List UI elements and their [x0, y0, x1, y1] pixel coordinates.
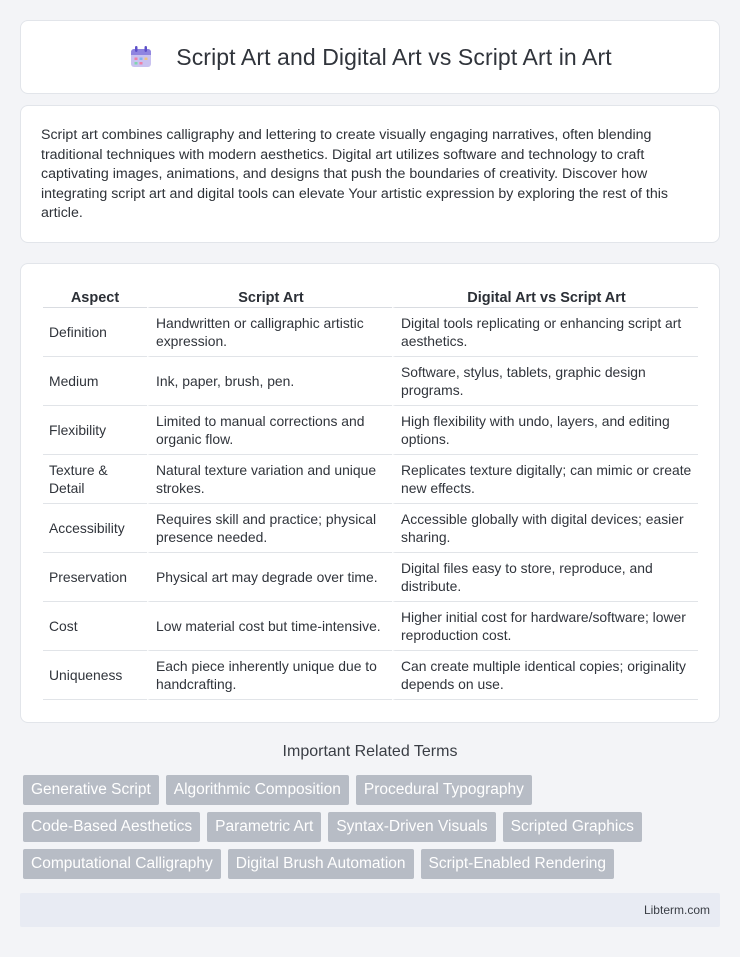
script-art-cell: Low material cost but time-intensive.: [147, 602, 392, 651]
tag-code-based-aesthetics[interactable]: Code-Based Aesthetics: [23, 812, 200, 842]
tag-algorithmic-composition[interactable]: Algorithmic Composition: [166, 775, 349, 805]
table-row: [43, 406, 698, 455]
table-row: [43, 553, 698, 602]
page-title: Script Art and Digital Art vs Script Art in Art: [176, 43, 612, 70]
footer: [20, 893, 720, 927]
tag-syntax-driven-visuals[interactable]: Syntax-Driven Visuals: [328, 812, 495, 842]
related-terms-list: [23, 775, 723, 886]
tag-computational-calligraphy[interactable]: Computational Calligraphy: [23, 849, 221, 879]
header-script-art: Script Art: [147, 284, 392, 308]
aspect-cell: Medium: [43, 357, 147, 406]
tag-generative-script[interactable]: Generative Script: [23, 775, 159, 805]
table-row: [43, 308, 698, 357]
tag-row: [23, 812, 723, 842]
aspect-cell: Definition: [43, 308, 147, 357]
digital-art-cell: Software, stylus, tablets, graphic design programs.: [392, 357, 698, 406]
comparison-table: [43, 284, 698, 700]
related-terms-title: Important Related Terms: [282, 743, 458, 760]
table-row: [43, 504, 698, 553]
script-art-cell: Natural texture variation and unique strokes.: [147, 455, 392, 504]
tag-procedural-typography[interactable]: Procedural Typography: [356, 775, 532, 805]
digital-art-cell: High flexibility with undo, layers, and editing options.: [392, 406, 698, 455]
header-digital-art: Digital Art vs Script Art: [392, 284, 698, 308]
digital-art-cell: Accessible globally with digital devices; easier sharing.: [392, 504, 698, 553]
tag-parametric-art[interactable]: Parametric Art: [207, 812, 321, 842]
tag-scripted-graphics[interactable]: Scripted Graphics: [503, 812, 642, 842]
aspect-cell: Flexibility: [43, 406, 147, 455]
script-art-cell: Limited to manual corrections and organic flow.: [147, 406, 392, 455]
aspect-cell: Uniqueness: [43, 651, 147, 700]
script-art-cell: Ink, paper, brush, pen.: [147, 357, 392, 406]
table-row: [43, 455, 698, 504]
header-card: [20, 20, 720, 94]
table-header-row: [43, 284, 698, 308]
digital-art-cell: Digital tools replicating or enhancing script art aesthetics.: [392, 308, 698, 357]
script-art-cell: Physical art may degrade over time.: [147, 553, 392, 602]
footer-brand-link[interactable]: Libterm.com: [643, 903, 710, 917]
digital-art-cell: Can create multiple identical copies; originality depends on use.: [392, 651, 698, 700]
script-art-cell: Requires skill and practice; physical presence needed.: [147, 504, 392, 553]
aspect-cell: Cost: [43, 602, 147, 651]
comparison-table-card: [20, 263, 720, 723]
intro-card: [20, 105, 720, 243]
digital-art-cell: Replicates texture digitally; can mimic or create new effects.: [392, 455, 698, 504]
tag-row: [23, 849, 723, 879]
digital-art-cell: Higher initial cost for hardware/software; lower reproduction cost.: [392, 602, 698, 651]
table-row: [43, 602, 698, 651]
script-art-cell: Handwritten or calligraphic artistic expression.: [147, 308, 392, 357]
aspect-cell: Texture & Detail: [43, 455, 147, 504]
table-row: [43, 651, 698, 700]
intro-text: Script art combines calligraphy and lettering to create visually engaging narratives, often blending traditional techniques with modern aesthetics. Digital art utilizes software and technology to craft captivating images, animations, and designs that push the boundaries of creativity. Discover how integrating script art and digital tools can elevate Your artistic expression by exploring the rest of this article.: [41, 127, 668, 222]
digital-art-cell: Digital files easy to store, reproduce, and distribute.: [392, 553, 698, 602]
header-aspect: Aspect: [43, 284, 147, 308]
calendar-icon: [128, 44, 154, 70]
tag-digital-brush-automation[interactable]: Digital Brush Automation: [228, 849, 414, 879]
script-art-cell: Each piece inherently unique due to handcrafting.: [147, 651, 392, 700]
aspect-cell: Preservation: [43, 553, 147, 602]
tag-row: [23, 775, 723, 805]
aspect-cell: Accessibility: [43, 504, 147, 553]
table-row: [43, 357, 698, 406]
tag-script-enabled-rendering[interactable]: Script-Enabled Rendering: [421, 849, 615, 879]
